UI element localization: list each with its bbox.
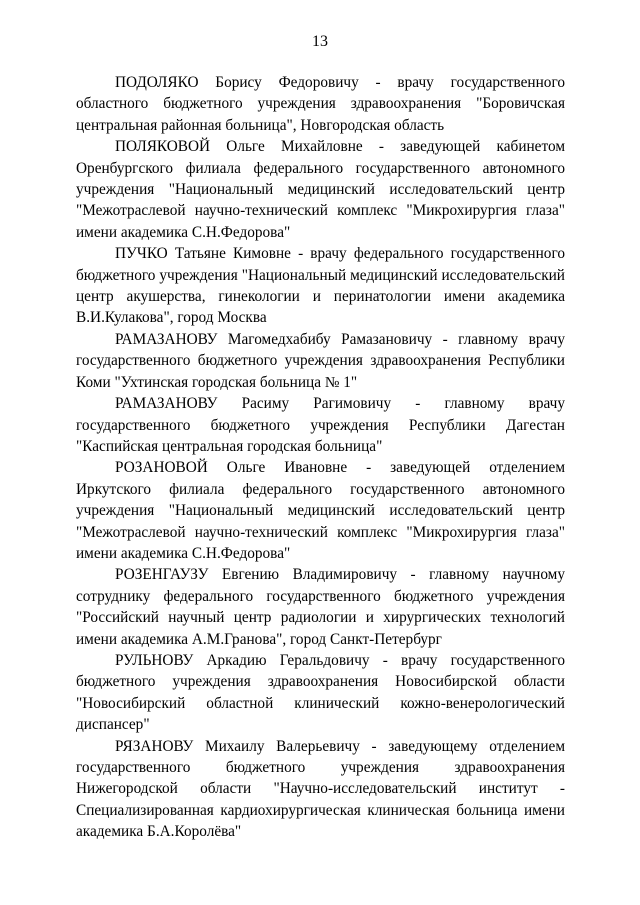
list-item: РОЗАНОВОЙ Ольге Ивановне - заведующей отделением Иркутского филиала федерального государственного автономного учреждения "Национальный медицинский исследовательский центр "Межотраслевой научно-технический комплекс "Микрохирургия глаза" имени академика С.Н.Федорова" bbox=[76, 459, 565, 562]
list-item: РОЗЕНГАУЗУ Евгению Владимировичу - главному научному сотруднику федерального государственного бюджетного учреждения "Российский научный центр радиологии и хирургических технологий имени академика А.М.Гранова", город Санкт-Петербург bbox=[76, 566, 565, 648]
list-item: ПОЛЯКОВОЙ Ольге Михайловне - заведующей кабинетом Оренбургского филиала федерального государственного автономного учреждения "Национальный медицинский исследовательский центр "Межотраслевой научно-технический комплекс "Микрохирургия глаза" имени академика С.Н.Федорова" bbox=[76, 138, 565, 241]
list-item: ПУЧКО Татьяне Кимовне - врачу федерального государственного бюджетного учреждения "Национальный медицинский исследовательский центр акушерства, гинекологии и перинатологии имени академика В.И.Кулакова", город Москва bbox=[76, 245, 565, 327]
award-list bbox=[76, 72, 565, 843]
list-item: РУЛЬНОВУ Аркадию Геральдовичу - врачу государственного бюджетного учреждения здравоохранения Новосибирской области "Новосибирский областной клинический кожно-венерологический диспансер" bbox=[76, 651, 565, 734]
list-item: РЯЗАНОВУ Михаилу Валерьевичу - заведующему отделением государственного бюджетного учреждения здравоохранения Нижегородской области "Научно-исследовательский институт - Специализированная кардиохирургическая клиническая больница имени академика Б.А.Королёва" bbox=[76, 737, 565, 841]
page-number: 13 bbox=[312, 33, 328, 50]
list-item: ПОДОЛЯКО Борису Федоровичу - врачу государственного областного бюджетного учреждения здравоохранения "Боровичская центральная районная больница", Новгородская область bbox=[76, 74, 565, 134]
list-item: РАМАЗАНОВУ Расиму Рагимовичу - главному врачу государственного бюджетного учреждения Республики Дагестан "Каспийская центральная городская больница" bbox=[76, 395, 565, 455]
list-item: РАМАЗАНОВУ Магомедхабибу Рамазановичу - главному врачу государственного бюджетного учреждения здравоохранения Республики Коми "Ухтинская городская больница № 1" bbox=[76, 330, 565, 391]
